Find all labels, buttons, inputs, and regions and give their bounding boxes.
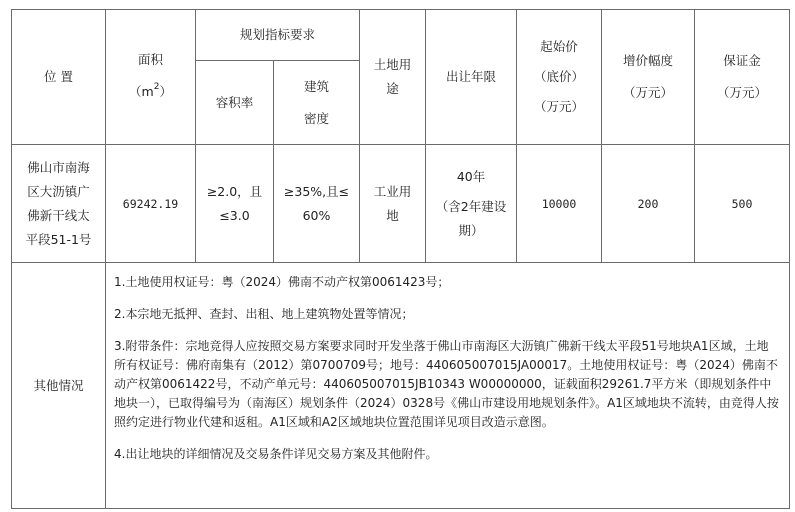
header-deposit: 保证金 （万元）	[695, 10, 790, 145]
cell-area: 69242.19	[106, 145, 196, 263]
note-1: 1.土地使用权证号：粤（2024）佛南不动产权第0061423号；	[114, 275, 450, 289]
header-density: 建筑 密度	[274, 61, 360, 145]
header-far-label: 容积率	[215, 94, 254, 110]
header-term	[426, 10, 517, 145]
cell-increment: 200	[602, 145, 695, 263]
header-location	[12, 10, 106, 145]
cell-far: ≥2.0，且 ≤3.0	[196, 145, 274, 263]
header-planning-label: 规划指标要求	[240, 27, 316, 42]
header-land-use: 土地用 途	[360, 10, 426, 145]
header-area	[106, 10, 196, 145]
other-info-label: 其他情况	[33, 377, 84, 393]
land-auction-table-sheet	[11, 9, 789, 508]
cell-other-label	[12, 263, 106, 509]
note-4: 4.出让地块的详细情况及交易条件详见交易方案及其他附件。	[114, 447, 438, 461]
note-3: 3.附带条件：宗地竞得人应按照交易方案要求同时开发坐落于佛山市南海区大沥镇广佛新干线太平段51号地块A1区域，土地所有权证号：佛府南集有（2012）第0700709号；地号：440605007015JA00017。土地使用权证号：粤（2024）佛南不动产权第0061422号，不动产单元号：440605007015JB10343 W00000000，证载面积29261.7平方米（即规划条件中地块一），已取得编号为（南海区）规划条件（2024）0328号《佛山市建设用地规划条件》。A1区域地块不流转，由竞得人按照约定进行物业代建和返租。A1区域和A2区域地块位置范围详见项目改造示意图。	[114, 339, 779, 429]
header-location-label: 位 置	[44, 69, 73, 84]
cell-term: 40年 （含2年建设 期）	[426, 145, 517, 263]
header-far	[196, 61, 274, 145]
header-increment: 增价幅度 （万元）	[602, 10, 695, 145]
cell-deposit: 500	[695, 145, 790, 263]
cell-start-price: 10000	[517, 145, 602, 263]
land-auction-table	[11, 9, 790, 509]
cell-location: 佛山市南海 区大沥镇广 佛新干线太 平段51-1号	[12, 145, 106, 263]
other-info-row	[12, 263, 790, 509]
header-start-price: 起始价 （底价） （万元）	[517, 10, 602, 145]
cell-land-use: 工业用 地	[360, 145, 426, 263]
header-planning	[196, 10, 360, 61]
header-area-unit: $(m^2)$	[129, 82, 172, 99]
table-row	[12, 145, 790, 263]
cell-density: ≥35%,且≤ 60%	[274, 145, 360, 263]
note-2: 2.本宗地无抵押、查封、出租、地上建筑物处置等情况；	[114, 307, 414, 321]
cell-other-notes	[106, 263, 790, 509]
header-row-1	[12, 10, 790, 61]
header-term-label: 出让年限	[446, 69, 497, 84]
header-area-label: 面积	[137, 52, 163, 67]
